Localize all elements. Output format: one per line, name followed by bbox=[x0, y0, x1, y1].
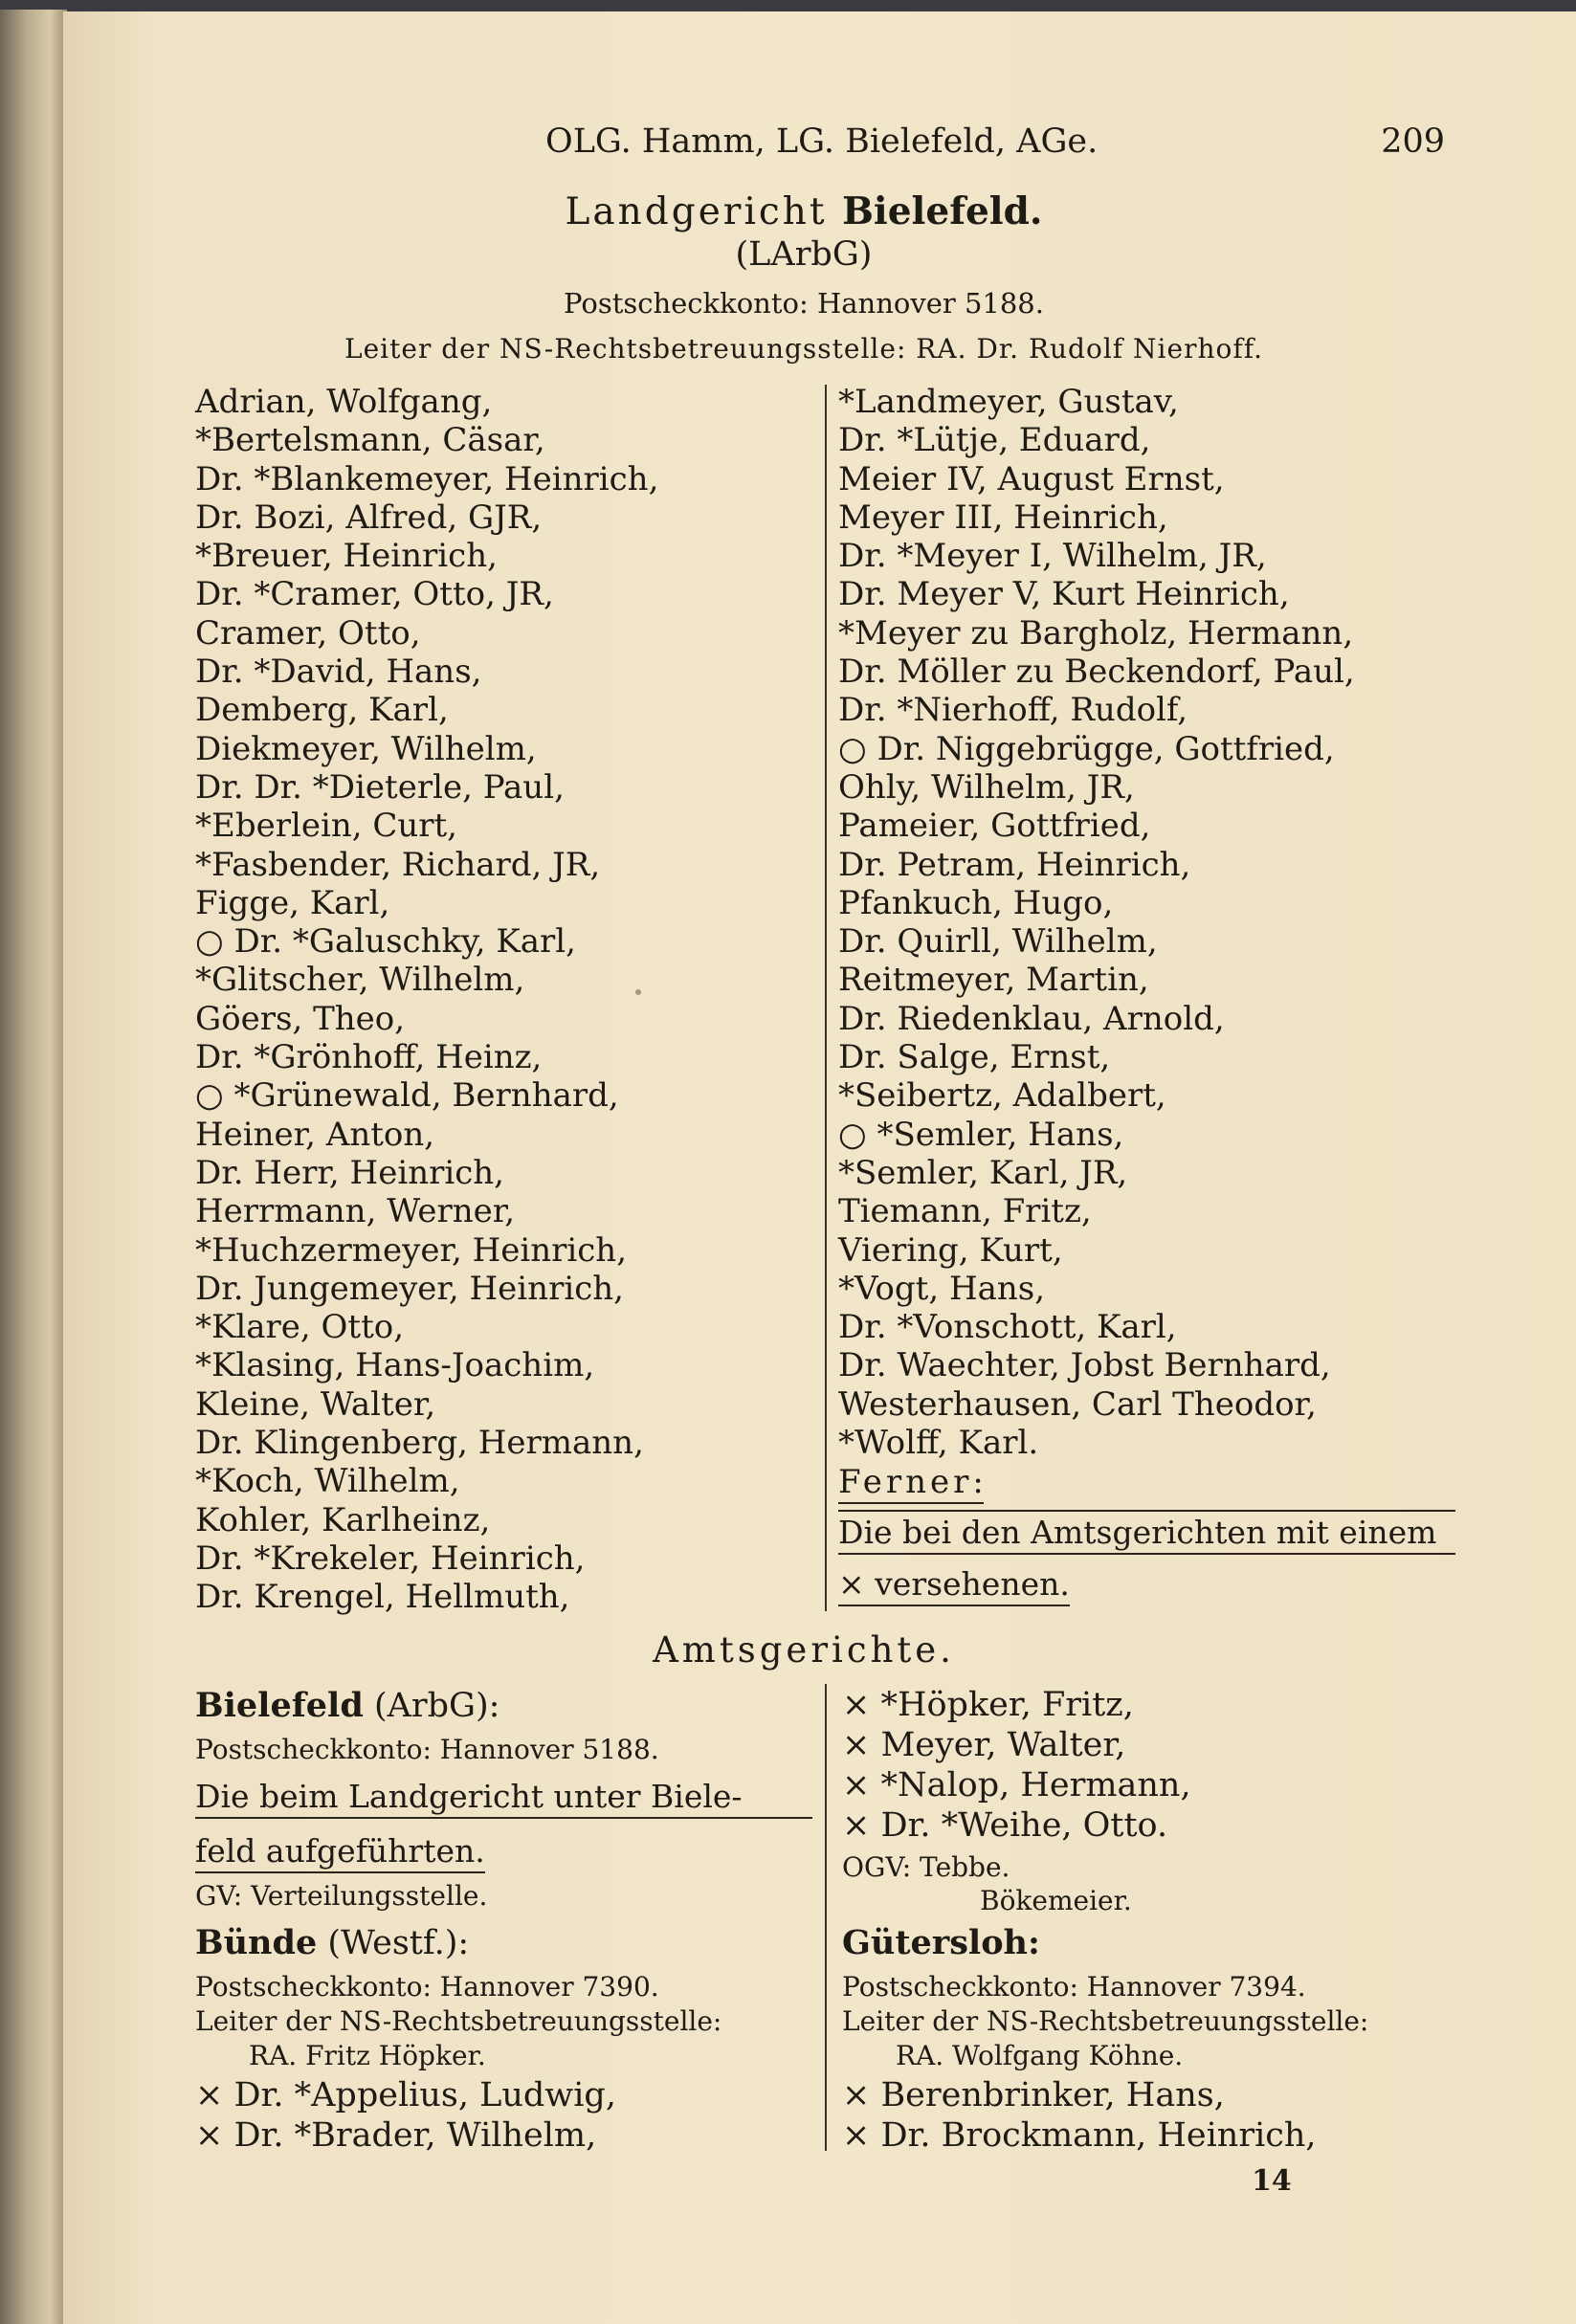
bielefeld-right-name-row: × Meyer, Walter, bbox=[842, 1726, 1126, 1764]
name-entry: Demberg, Karl, bbox=[195, 691, 449, 730]
bielefeld-note-line-2: feld aufgeführten. bbox=[195, 1832, 485, 1873]
ferner-line-1: Die bei den Amtsgerichten mit einem bbox=[838, 1510, 1455, 1555]
bielefeld-name: Bielefeld bbox=[195, 1686, 364, 1725]
name-entry: *Semler, Karl, JR, bbox=[838, 1153, 1128, 1192]
name-entry: Cramer, Otto, bbox=[195, 613, 421, 653]
amtsgerichte-title: Amtsgerichte. bbox=[653, 1629, 955, 1671]
buende-name-row: × Dr. *Appelius, Ludwig, bbox=[195, 2076, 616, 2114]
name-entry: *Landmeyer, Gustav, bbox=[838, 383, 1179, 421]
name-entry: Pfankuch, Hugo, bbox=[838, 883, 1114, 922]
name-entry: ○ *Semler, Hans, bbox=[838, 1115, 1124, 1154]
name-entry: Dr. Möller zu Beckendorf, Paul, bbox=[838, 653, 1355, 692]
name-entry: Dr. Herr, Heinrich, bbox=[195, 1153, 504, 1192]
name-entry: Dr. Quirll, Wilhelm, bbox=[838, 922, 1158, 962]
column-divider bbox=[825, 385, 827, 1611]
name-entry: Dr. Jungemeyer, Heinrich, bbox=[195, 1269, 624, 1308]
column-divider-lower bbox=[825, 1684, 827, 2151]
name-entry: *Wolff, Karl. bbox=[838, 1424, 1039, 1463]
name-entry: Dr. Meyer V, Kurt Heinrich, bbox=[838, 575, 1290, 614]
name-entry: Dr. Krengel, Hellmuth, bbox=[195, 1578, 570, 1617]
name-entry: Meier IV, August Ernst, bbox=[838, 459, 1225, 498]
name-entry: Dr. Bozi, Alfred, GJR, bbox=[195, 498, 543, 537]
landgericht-names-right bbox=[838, 383, 1355, 1462]
bielefeld-note-line-1: Die beim Landgericht unter Biele- bbox=[195, 1778, 812, 1819]
name-entry: Dr. *Meyer I, Wilhelm, JR, bbox=[838, 537, 1267, 576]
name-entry: Dr. Waechter, Jobst Bernhard, bbox=[838, 1346, 1331, 1385]
name-entry: Heiner, Anton, bbox=[195, 1115, 435, 1154]
name-entry: Reitmeyer, Martin, bbox=[838, 961, 1149, 1000]
name-entry: Meyer III, Heinrich, bbox=[838, 498, 1168, 537]
name-entry: Kleine, Walter, bbox=[195, 1384, 436, 1424]
name-entry: Viering, Kurt, bbox=[838, 1230, 1063, 1270]
guetersloh-leiter-line-1: Leiter der NS-Rechtsbetreuungsstelle: bbox=[842, 2005, 1369, 2037]
name-entry: Adrian, Wolfgang, bbox=[195, 383, 493, 421]
name-entry: *Koch, Wilhelm, bbox=[195, 1462, 460, 1501]
buende-heading bbox=[195, 1923, 469, 1962]
bielefeld-ogv-line-2: Bökemeier. bbox=[980, 1885, 1132, 1916]
name-entry: Figge, Karl, bbox=[195, 883, 390, 922]
name-entry: *Glitscher, Wilhelm, bbox=[195, 961, 525, 1000]
name-entry: Kohler, Karlheinz, bbox=[195, 1500, 491, 1539]
name-entry: Diekmeyer, Wilhelm, bbox=[195, 729, 537, 768]
bielefeld-right-name-row: × Dr. *Weihe, Otto. bbox=[842, 1806, 1168, 1845]
bielefeld-ogv-line-1: OGV: Tebbe. bbox=[842, 1851, 1010, 1883]
page-number: 209 bbox=[1381, 122, 1445, 161]
bielefeld-suffix: (ArbG): bbox=[363, 1687, 500, 1725]
name-entry: *Seibertz, Adalbert, bbox=[838, 1076, 1166, 1116]
name-entry: Pameier, Gottfried, bbox=[838, 807, 1151, 846]
name-entry: Dr. Riedenklau, Arnold, bbox=[838, 999, 1225, 1038]
name-entry: Dr. Dr. *Dieterle, Paul, bbox=[195, 767, 565, 807]
ferner-label: Ferner: bbox=[838, 1463, 988, 1501]
landgericht-subtitle: (LArbG) bbox=[735, 235, 873, 274]
buende-postscheck: Postscheckkonto: Hannover 7390. bbox=[195, 1971, 659, 2003]
name-entry: *Klasing, Hans-Joachim, bbox=[195, 1346, 595, 1385]
name-entry: Herrmann, Werner, bbox=[195, 1192, 516, 1231]
name-entry: *Bertelsmann, Cäsar, bbox=[195, 421, 545, 460]
name-entry: *Vogt, Hans, bbox=[838, 1269, 1046, 1308]
buende-name: Bünde bbox=[195, 1923, 318, 1962]
guetersloh-name-row: × Berenbrinker, Hans, bbox=[842, 2076, 1225, 2114]
name-entry: Dr. *David, Hans, bbox=[195, 653, 482, 692]
book-binding bbox=[0, 10, 67, 2324]
name-entry: Ohly, Wilhelm, JR, bbox=[838, 767, 1135, 807]
running-title: OLG. Hamm, LG. Bielefeld, AGe. bbox=[545, 122, 1099, 161]
landgericht-leiter: Leiter der NS-Rechtsbetreuungsstelle: RA. Dr. Rudolf Nierhoff. bbox=[344, 333, 1263, 365]
name-entry: ○ Dr. Niggebrügge, Gottfried, bbox=[838, 729, 1335, 768]
name-entry: ○ *Grünewald, Bernhard, bbox=[195, 1076, 619, 1116]
bielefeld-right-name-row: × *Höpker, Fritz, bbox=[842, 1686, 1134, 1724]
ferner-line-2: × versehenen. bbox=[838, 1565, 1070, 1606]
guetersloh-name-row: × Dr. Brockmann, Heinrich, bbox=[842, 2116, 1317, 2155]
guetersloh-leiter-line-2: RA. Wolfgang Köhne. bbox=[896, 2040, 1184, 2071]
name-entry: Dr. *Cramer, Otto, JR, bbox=[195, 575, 554, 614]
name-entry: Göers, Theo, bbox=[195, 999, 406, 1038]
name-entry: *Klare, Otto, bbox=[195, 1308, 405, 1347]
name-entry: Dr. *Grönhoff, Heinz, bbox=[195, 1038, 543, 1077]
name-entry: *Fasbender, Richard, JR, bbox=[195, 845, 601, 884]
buende-leiter-line-2: RA. Fritz Höpker. bbox=[249, 2040, 486, 2071]
buende-suffix: (Westf.): bbox=[317, 1924, 470, 1962]
bielefeld-right-name-row: × *Nalop, Hermann, bbox=[842, 1766, 1191, 1804]
landgericht-names-left bbox=[195, 383, 658, 1617]
name-entry: *Huchzermeyer, Heinrich, bbox=[195, 1230, 628, 1270]
name-entry: Dr. *Lütje, Eduard, bbox=[838, 421, 1151, 460]
landgericht-title bbox=[172, 189, 1435, 233]
buende-name-row: × Dr. *Brader, Wilhelm, bbox=[195, 2116, 597, 2155]
buende-leiter-line-1: Leiter der NS-Rechtsbetreuungsstelle: bbox=[195, 2005, 722, 2037]
landgericht-title-prefix: Landgericht bbox=[565, 190, 842, 233]
name-entry: Dr. *Krekeler, Heinrich, bbox=[195, 1538, 586, 1578]
name-entry: Dr. Salge, Ernst, bbox=[838, 1038, 1111, 1077]
name-entry: *Breuer, Heinrich, bbox=[195, 537, 498, 576]
name-entry: Dr. Klingenberg, Hermann, bbox=[195, 1424, 644, 1463]
name-entry: ○ Dr. *Galuschky, Karl, bbox=[195, 922, 576, 962]
name-entry: Dr. *Nierhoff, Rudolf, bbox=[838, 691, 1188, 730]
name-entry: *Eberlein, Curt, bbox=[195, 807, 457, 846]
name-entry: Dr. *Blankemeyer, Heinrich, bbox=[195, 459, 659, 498]
guetersloh-heading bbox=[842, 1923, 1040, 1962]
name-entry: *Meyer zu Bargholz, Hermann, bbox=[838, 613, 1354, 653]
bielefeld-postscheck: Postscheckkonto: Hannover 5188. bbox=[195, 1734, 659, 1765]
name-entry: Tiemann, Fritz, bbox=[838, 1192, 1092, 1231]
name-entry: Dr. *Vonschott, Karl, bbox=[838, 1308, 1177, 1347]
name-entry: Dr. Petram, Heinrich, bbox=[838, 845, 1191, 884]
running-header bbox=[545, 122, 1445, 170]
sheet-signature: 14 bbox=[1252, 2164, 1292, 2198]
landgericht-postscheck: Postscheckkonto: Hannover 5188. bbox=[564, 287, 1044, 320]
landgericht-title-name: Bielefeld. bbox=[841, 189, 1043, 233]
name-entry: Westerhausen, Carl Theodor, bbox=[838, 1384, 1317, 1424]
guetersloh-name: Gütersloh: bbox=[842, 1923, 1040, 1962]
bielefeld-gv: GV: Verteilungsstelle. bbox=[195, 1880, 488, 1912]
guetersloh-postscheck: Postscheckkonto: Hannover 7394. bbox=[842, 1971, 1306, 2003]
bielefeld-heading bbox=[195, 1686, 499, 1725]
